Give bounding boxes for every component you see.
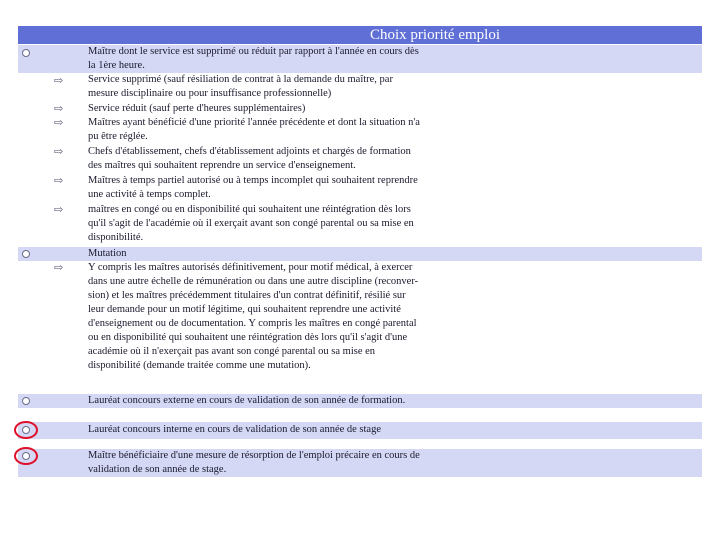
sub-item-row — [18, 261, 702, 394]
arrow-right-icon: ⇨ — [54, 103, 64, 115]
highlight-circle — [14, 447, 38, 465]
sub-item-row — [18, 174, 702, 203]
radio-option-1[interactable] — [22, 49, 30, 57]
sub-item-text: maîtres en congé ou en disponibilité qui souhaitent une réintégration dès lors qu'il s'agit de l'académie où il exerçait avant son congé parental ou sa mise en disponibilité. — [88, 204, 414, 243]
sub-item-row — [18, 116, 702, 145]
arrow-right-icon: ⇨ — [54, 75, 64, 87]
sub-item-text: Service réduit (sauf perte d'heures supplémentaires) — [88, 103, 306, 114]
highlight-circle — [14, 421, 38, 439]
arrow-right-icon: ⇨ — [54, 204, 64, 216]
option-row-1[interactable] — [18, 45, 702, 73]
sub-item-text: Maîtres ayant bénéficié d'une priorité l'année précédente et dont la situation n'a pu être réglée. — [88, 117, 420, 142]
radio-option-3[interactable] — [22, 397, 30, 405]
option-label-1: Maître dont le service est supprimé ou réduit par rapport à l'année en cours dès la 1ère heure. — [88, 46, 419, 71]
option-row-4[interactable] — [18, 422, 702, 439]
option-row-5[interactable] — [18, 449, 702, 477]
sub-item-row — [18, 102, 702, 116]
arrow-right-icon: ⇨ — [54, 175, 64, 187]
panel-title: Choix priorité emploi — [370, 27, 500, 43]
option-label-4: Lauréat concours interne en cours de validation de son année de stage — [88, 424, 382, 435]
sub-item-row — [18, 73, 702, 102]
arrow-right-icon: ⇨ — [54, 146, 64, 158]
sub-item-text: Service supprimé (sauf résiliation de contrat à la demande du maître, par mesure disciplinaire ou pour insuffisance professionnelle) — [88, 74, 393, 99]
option-label-3: Lauréat concours externe en cours de validation de son année de formation. — [88, 395, 406, 406]
arrow-right-icon: ⇨ — [54, 117, 64, 129]
sub-item-text: Y compris les maîtres autorisés définitivement, pour motif médical, à exercer dans une autre échelle de rémunération ou dans une autre discipline (reconver-sion) et les maîtres précédemment titulaires d'un contrat définitif, résilié sur leur demande pour un motif légitime, qui souhaitent reprendre une activité d'enseignement ou de documentation. Y compris les maîtres en congé parental ou en disponibilité qui souhaitent une réintégration dès lors qu'il s'agit d'une académie où il n'exerçait pas avant son congé parental ou sa mise en disponibilité (demande traitée comme une mutation). — [88, 262, 419, 371]
radio-option-2[interactable] — [22, 250, 30, 258]
sub-item-text: Maîtres à temps partiel autorisé ou à temps incomplet qui souhaitent reprendre une activité à temps complet. — [88, 175, 418, 200]
option-label-5: Maître bénéficiaire d'une mesure de résorption de l'emploi précaire en cours de validation de son année de stage. — [88, 450, 420, 475]
sub-item-text: Chefs d'établissement, chefs d'établissement adjoints et chargés de formation des maîtres qui souhaitent reprendre un service d'enseignement. — [88, 146, 411, 171]
option-label-2: Mutation — [88, 248, 127, 259]
option-row-3[interactable] — [18, 394, 702, 408]
sub-item-row — [18, 203, 702, 247]
option-row-2[interactable] — [18, 247, 702, 261]
panel-header — [18, 26, 702, 44]
arrow-right-icon: ⇨ — [54, 262, 64, 274]
sub-item-row — [18, 145, 702, 174]
priority-choice-panel — [18, 26, 702, 477]
